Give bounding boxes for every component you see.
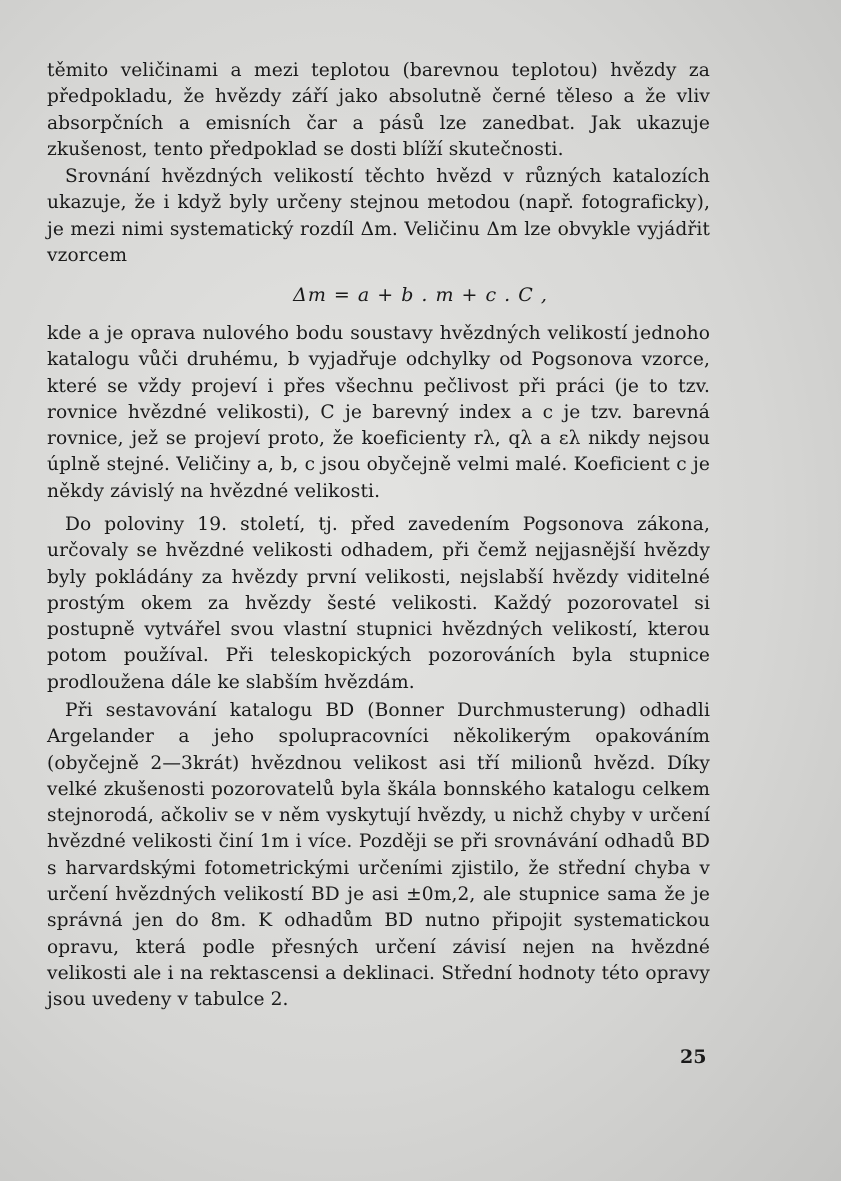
page-number: 25 xyxy=(680,1046,707,1068)
paragraph-history xyxy=(47,512,710,696)
paragraph-continuation xyxy=(47,58,710,163)
paragraph-text: Do poloviny 19. století, tj. před zavedením Pogsonova zákona, určovaly se hvězdné velikosti odhadem, při čemž nejjasnější hvězdy byly pokládány za hvězdy první velikosti, nejslabší hvězdy viditelné prostým okem za hvězdy šesté velikosti. Každý pozorovatel si postupně vytvářel svou vlastní stupnici hvězdných velikostí, kterou potom používal. Při teleskopických pozorováních byla stupnice prodloužena dále ke slabším hvězdám. xyxy=(47,514,710,693)
paragraph-text: Při sestavování katalogu BD (Bonner Durchmusterung) odhadli Argelander a jeho spolupracovníci několikerým opakováním (obyčejně 2—3krát) hvězdnou velikost asi tří milionů hvězd. Díky velké zkušenosti pozorovatelů byla škála bonnského katalogu celkem stejnorodá, ačkoliv se v něm vyskytují hvězdy, u nichž chyby v určení hvězdné velikosti činí 1m i více. Později se při srovnávání odhadů BD s harvardskými fotometrickými určeními zjistilo, že střední chyba v určení hvězdných velikostí BD je asi ±0m,2, ale stupnice sama že je správná jen do 8m. K odhadům BD nutno připojit systematickou opravu, která podle přesných určení závisí nejen na hvězdné velikosti ale i na rektascensi a deklinaci. Střední hodnoty této opravy jsou uvedeny v tabulce 2. xyxy=(47,700,710,1011)
paragraph-formula-explanation xyxy=(47,321,710,505)
paragraph-text: těmito veličinami a mezi teplotou (barevnou teplotou) hvězdy za předpokladu, že hvězdy září jako absolutně černé těleso a že vliv absorpčních a emisních čar a pásů lze zanedbat. Jak ukazuje zkušenost, tento předpoklad se dosti blíží skutečnosti. xyxy=(47,60,710,160)
paragraph-text: kde a je oprava nulového bodu soustavy hvězdných velikostí jednoho katalogu vůči druhému, b vyjadřuje odchylky od Pogsonova vzorce, které se vždy projeví i přes všechnu pečlivost při práci (je to tzv. rovnice hvězdné velikosti), C je barevný index a c je tzv. barevná rovnice, jež se projeví proto, že koeficienty rλ, qλ a ελ nikdy nejsou úplně stejné. Veličiny a, b, c jsou obyčejně velmi malé. Koeficient c je někdy závislý na hvězdné velikosti. xyxy=(47,323,710,502)
paragraph-systematic-difference xyxy=(47,164,710,269)
paragraph-text: Srovnání hvězdných velikostí těchto hvězd v různých katalozích ukazuje, že i když byly určeny stejnou metodou (např. fotograficky), je mezi nimi systematický rozdíl Δm. Veličinu Δm lze obvykle vyjádřit vzorcem xyxy=(47,166,710,266)
paragraph-bd-catalog xyxy=(47,698,710,1014)
formula: Δm = a + b . m + c . C , xyxy=(293,284,548,306)
